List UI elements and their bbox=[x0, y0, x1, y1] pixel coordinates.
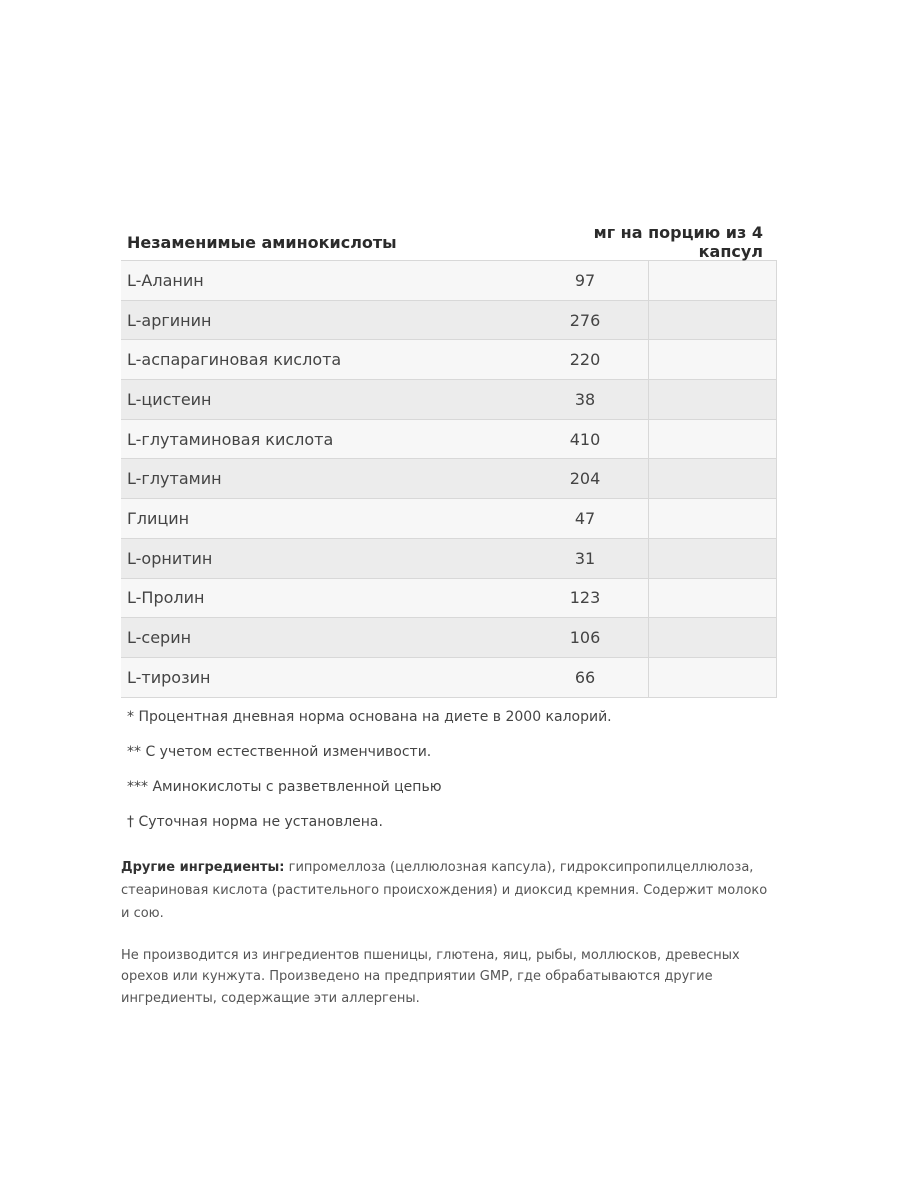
table-row bbox=[121, 618, 777, 658]
table-row bbox=[121, 657, 777, 697]
row-name: L-глутамин bbox=[121, 459, 522, 499]
row-value: 123 bbox=[522, 578, 649, 618]
table-row bbox=[121, 459, 777, 499]
row-daily-value bbox=[649, 340, 777, 380]
table-row bbox=[121, 380, 777, 420]
row-name: L-цистеин bbox=[121, 380, 522, 420]
row-value: 66 bbox=[522, 657, 649, 697]
row-daily-value bbox=[649, 538, 777, 578]
row-value: 410 bbox=[522, 419, 649, 459]
table-row bbox=[121, 261, 777, 301]
amino-acids-table bbox=[121, 260, 777, 698]
row-daily-value bbox=[649, 578, 777, 618]
supplement-facts bbox=[121, 224, 777, 1009]
row-name: L-аспарагиновая кислота bbox=[121, 340, 522, 380]
row-value: 220 bbox=[522, 340, 649, 380]
row-name: L-глутаминовая кислота bbox=[121, 419, 522, 459]
table-header bbox=[121, 224, 777, 260]
row-daily-value bbox=[649, 300, 777, 340]
row-value: 97 bbox=[522, 261, 649, 301]
row-name: L-орнитин bbox=[121, 538, 522, 578]
footnote-daily-value: * Процентная дневная норма основана на диете в 2000 калорий. bbox=[127, 708, 612, 725]
row-daily-value bbox=[649, 618, 777, 658]
footnote-bcaa: *** Аминокислоты с разветвленной цепью bbox=[127, 778, 442, 795]
table-row bbox=[121, 538, 777, 578]
column-header-name: Незаменимые аминокислоты bbox=[127, 232, 397, 252]
table-row bbox=[121, 300, 777, 340]
row-daily-value bbox=[649, 499, 777, 539]
row-daily-value bbox=[649, 657, 777, 697]
row-value: 204 bbox=[522, 459, 649, 499]
row-daily-value bbox=[649, 419, 777, 459]
footnotes bbox=[121, 708, 777, 832]
row-daily-value bbox=[649, 380, 777, 420]
row-name: L-серин bbox=[121, 618, 522, 658]
row-name: Глицин bbox=[121, 499, 522, 539]
row-name: L-Пролин bbox=[121, 578, 522, 618]
table-row bbox=[121, 340, 777, 380]
row-name: L-аргинин bbox=[121, 300, 522, 340]
footnote-not-established: † Суточная норма не установлена. bbox=[127, 813, 383, 830]
row-value: 47 bbox=[522, 499, 649, 539]
footnote-variability: ** С учетом естественной изменчивости. bbox=[127, 743, 432, 760]
row-value: 276 bbox=[522, 300, 649, 340]
row-value: 31 bbox=[522, 538, 649, 578]
other-ingredients bbox=[121, 856, 777, 925]
row-name: L-тирозин bbox=[121, 657, 522, 697]
other-ingredients-label: Другие ингредиенты: bbox=[121, 859, 285, 875]
other-ingredients-text: гипромеллоза (целлюлозная капсула), гидроксипропилцеллюлоза, стеариновая кислота (растительного происхождения) и диоксид кремния. Содержит молоко и сою. bbox=[121, 859, 768, 921]
row-name: L-Аланин bbox=[121, 261, 522, 301]
table-row bbox=[121, 419, 777, 459]
row-value: 38 bbox=[522, 380, 649, 420]
table-row bbox=[121, 499, 777, 539]
row-daily-value bbox=[649, 261, 777, 301]
table-row bbox=[121, 578, 777, 618]
row-daily-value bbox=[649, 459, 777, 499]
allergen-note: Не производится из ингредиентов пшеницы, глютена, яиц, рыбы, моллюсков, древесных орехов или кунжута. Произведено на предприятии GMP, где обрабатываются другие ингредиенты, содержащие эти аллергены. bbox=[121, 947, 740, 1006]
column-header-amount: мг на порцию из 4 капсул bbox=[593, 223, 763, 261]
row-value: 106 bbox=[522, 618, 649, 658]
